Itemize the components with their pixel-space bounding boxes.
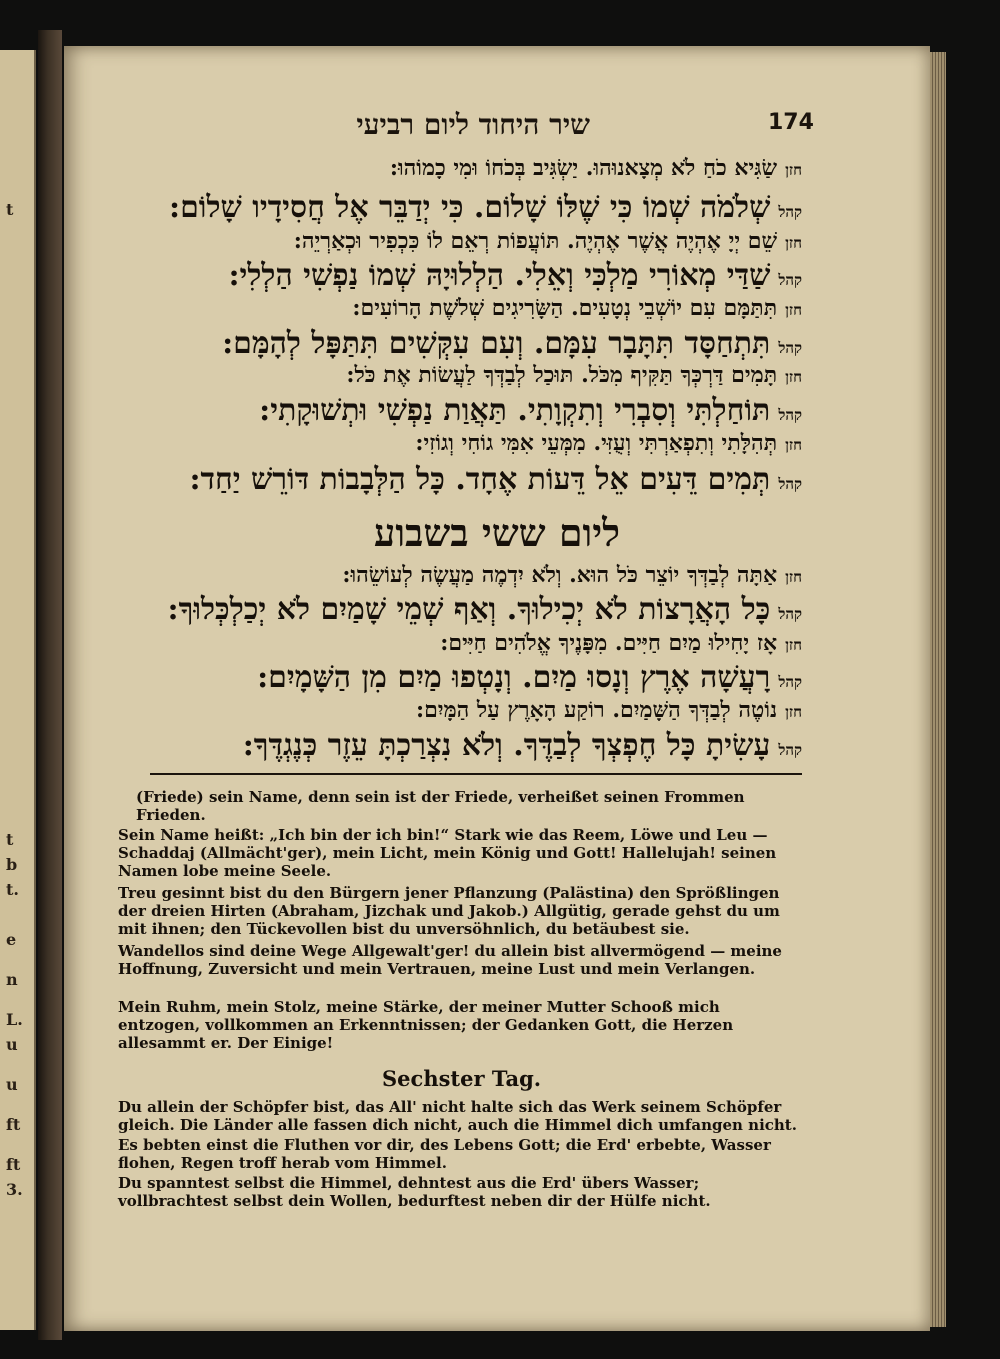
verse-text: תָּמִים דַּרְכְּךָ תַּקִּיף מִכֹּל. תּוּכַל לְבַדְּךָ לַעֲשׂוֹת אֶת כֹּל:	[346, 362, 778, 388]
edge-letter: t	[6, 200, 14, 219]
edge-letter: ft	[6, 1115, 21, 1134]
hebrew-line	[352, 295, 802, 321]
edge-letter: t.	[6, 880, 19, 899]
hebrew-line	[169, 190, 802, 225]
facing-page-letters	[6, 50, 34, 1330]
running-header-title: שיר היחוד ליום רביעי	[356, 108, 590, 141]
hebrew-line	[168, 592, 802, 627]
verse-text: אַתָּה לְבַדְּךָ יוֹצֵר כֹּל הוּא. וְלֹא יִדְמֶה מַעֲשֶׂה לְעוֹשֵׂהוּ:	[342, 562, 778, 588]
german-section-heading: Sechster Tag.	[382, 1066, 542, 1091]
speaker-marker: קהל	[778, 271, 802, 289]
facing-page-edge	[0, 50, 36, 1330]
speaker-marker: קהל	[778, 203, 802, 221]
speaker-marker: חזן	[785, 436, 802, 454]
verse-text: נוֹטֶה לְבַדְּךָ הַשָּׁמַיִם. רוֹקַע הָאָרֶץ עַל הַמָּיִם:	[415, 697, 778, 723]
speaker-marker: קהל	[778, 605, 802, 623]
page-edges	[930, 52, 946, 1327]
german-paragraph: Du spanntest selbst die Himmel, dehntest aus die Erd' übers Wasser; vollbrachtest selbst dein Wollen, bedurftest neben dir der Hülfe nicht.	[118, 1174, 711, 1210]
hebrew-line	[342, 562, 802, 588]
verse-text: תְּמִים דֵּעִים אֵל דֵּעוֹת אֶחָד. כָּל הַלְּבָבוֹת דּוֹרֵשׁ יַחַד:	[189, 462, 771, 497]
hebrew-line	[259, 393, 802, 428]
hebrew-line	[390, 155, 802, 181]
hebrew-line	[243, 728, 802, 763]
speaker-marker: חזן	[785, 703, 802, 721]
hebrew-line	[228, 258, 802, 293]
verse-text: רָעֲשָׁה אֶרֶץ וְנָסוּ מַיִם. וְנָטְפוּ מַיִם מִן הַשָּׁמָיִם:	[257, 660, 771, 695]
verse-text: אָז יָחִילוּ מַיִם חַיִּים. מִפָּנֶיךָ אֱלֹהִים חַיִּים:	[440, 630, 778, 656]
speaker-marker: חזן	[785, 368, 802, 386]
german-paragraph: Wandellos sind deine Wege Allgewalt'ger! du allein bist allvermögend — meine Hoffnung, Zuversicht und mein Vertrauen, meine Lust und mein Verlangen.	[118, 942, 782, 978]
edge-letter: L.	[6, 1010, 23, 1029]
book-gutter	[38, 30, 62, 1340]
german-paragraph: Es bebten einst die Fluthen vor dir, des Lebens Gott; die Erd' erbebte, Wasser flohen, Regen troff herab vom Himmel.	[118, 1136, 771, 1172]
verse-text: שַׁדַּי מְאוֹרִי מַלְכִּי וְאֵלִי. הַלְלוּיָהּ שְׁמוֹ נַפְשִׁי הַלְלִי:	[228, 258, 771, 293]
speaker-marker: קהל	[778, 406, 802, 424]
edge-letter: e	[6, 930, 17, 949]
section-heading: ליום ששי בשבוע	[373, 510, 620, 555]
german-paragraph: (Friede) sein Name, denn sein ist der Friede, verheißet seinen Frommen Frieden.	[136, 788, 745, 824]
speaker-marker: חזן	[785, 301, 802, 319]
speaker-marker: קהל	[778, 339, 802, 357]
edge-letter: n	[6, 970, 18, 989]
edge-letter: b	[6, 855, 18, 874]
speaker-marker: קהל	[778, 741, 802, 759]
german-paragraph: Du allein der Schöpfer bist, das All' nicht halte sich das Werk seinem Schöpfer gleich. Die Länder alle fassen dich nicht, auch die Himmel dich umfangen nicht.	[118, 1098, 797, 1134]
hebrew-line	[415, 430, 802, 456]
speaker-marker: קהל	[778, 673, 802, 691]
edge-letter: 3.	[6, 1180, 23, 1199]
verse-text: כָּל הָאֲרָצוֹת לֹא יְכִילוּךָ. וְאַף שְׁמֵי שָׁמַיִם לֹא יְכַלְכְּלוּךָ:	[167, 592, 771, 627]
verse-text: תְּהִלָּתִי וְתִפְאַרְתִּי וְעֻזִּי. מִמְּעֵי אִמִּי גוֹחִי וְגוֹזִי:	[415, 430, 778, 456]
edge-letter: t	[6, 830, 14, 849]
speaker-marker: חזן	[785, 568, 802, 586]
verse-text: עָשִׂיתָ כָּל חֶפְצְךָ לְבַדֶּךָ. וְלֹא נִצְרַכְתָּ עֵזֶר כְּנֶגְדֶּךָ:	[242, 728, 771, 763]
edge-letter: u	[6, 1035, 18, 1054]
speaker-marker: חזן	[785, 636, 802, 654]
german-paragraph: Mein Ruhm, mein Stolz, meine Stärke, der meiner Mutter Schooß mich entzogen, vollkommen an Erkenntnissen; der Gedanken Gott, die Herzen allesammt er. Der Einige!	[118, 998, 734, 1052]
hebrew-line	[257, 660, 802, 695]
hebrew-line	[346, 362, 802, 388]
verse-text: שַׂגִּיא כֹחַ לֹא מְצָאנוּהוּ. יַשְׂגִּיב בְּכֹחוֹ וּמִי כָמוֹהוּ:	[389, 155, 778, 181]
edge-letter: ft	[6, 1155, 21, 1174]
verse-text: שֵׁם יְיָ אֶהְיֶה אֲשֶׁר אֶהְיֶה. תּוֹעֲפוֹת רְאֵם לוֹ כִּכְפִיר וּכְאַרְיֵה:	[293, 228, 778, 254]
hebrew-line	[294, 228, 802, 254]
verse-text: שְׁלֹמֹה שְׁמוֹ כִּי שֶׁלּוֹ שָׁלוֹם. כִּי יְדַבֵּר אֶל חֲסִידָיו שָׁלוֹם:	[169, 190, 771, 225]
verse-text: תִּתְחַסָּד תִּתָּבָר עִמָּם. וְעִם עִקְּשִׁים תִּתַּפָּל לְהָמָּם:	[222, 326, 771, 361]
speaker-marker: חזן	[785, 234, 802, 252]
hebrew-line	[189, 462, 802, 497]
hebrew-line	[416, 697, 802, 723]
verse-text: תִּתַּמָּם עִם יוֹשְׁבֵי נְטָעִים. הַשָּׂרִיגִים שְׁלֹשֶׁת הָרוֹעִים:	[352, 295, 778, 321]
page-number: 174	[768, 110, 814, 135]
speaker-marker: קהל	[778, 475, 802, 493]
hebrew-line	[222, 326, 802, 361]
german-paragraph: Sein Name heißt: „Ich bin der ich bin!“ Stark wie das Reem, Löwe und Leu — Schaddaj (Allmächt'ger), mein Licht, mein König und Gott! Hallelujah! seinen Namen lobe meine Seele.	[118, 826, 777, 880]
speaker-marker: חזן	[785, 161, 802, 179]
edge-letter: u	[6, 1075, 18, 1094]
german-paragraph: Treu gesinnt bist du den Bürgern jener Pflanzung (Palästina) den Sprößlingen der dreien Hirten (Abraham, Jizchak und Jakob.) Allgütig, gerade gehst du um mit ihnen; den Tückevollen bist du unversöhnlich, du betäubest sie.	[118, 884, 780, 938]
footnote-divider	[150, 773, 802, 775]
verse-text: תּוֹחַלְתִּי וְסִבְרִי וְתִקְוָתִי. תַּאֲוַת נַפְשִׁי וּתְשׁוּקָתִי:	[259, 393, 771, 428]
hebrew-line	[440, 630, 802, 656]
